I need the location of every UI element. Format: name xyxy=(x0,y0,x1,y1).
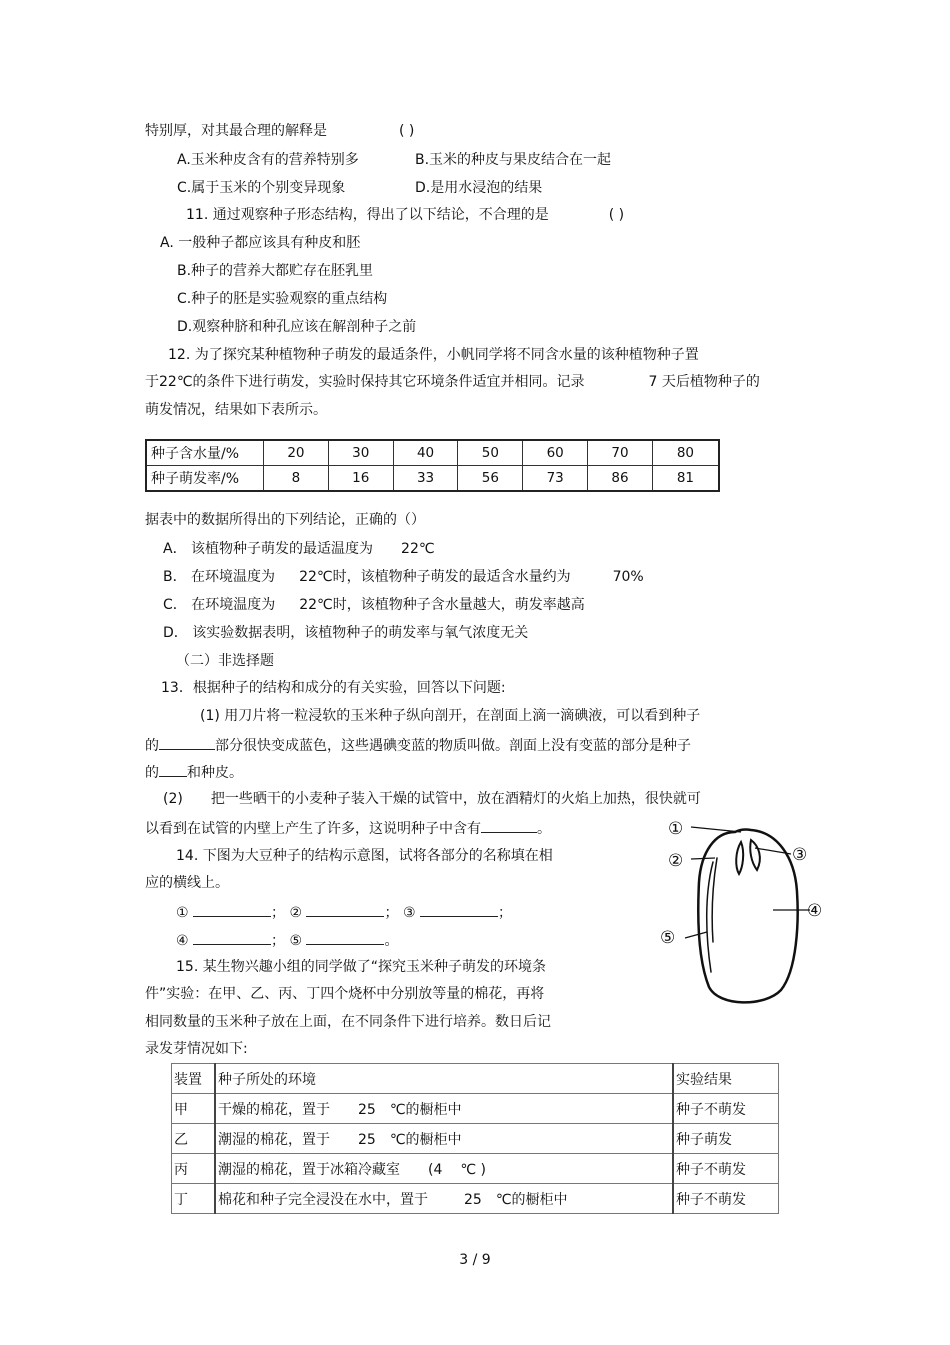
answer-blank[interactable] xyxy=(159,735,215,750)
experiment-table xyxy=(171,1063,779,1214)
table-header: 种子所处的环境 xyxy=(215,1064,673,1094)
table-cell: 16 xyxy=(328,466,393,492)
table-row xyxy=(146,440,719,466)
seed-label-5: ⑤ xyxy=(660,928,676,948)
table-row xyxy=(172,1154,779,1184)
q11-option-c: C.种子的胚是实验观察的重点结构 xyxy=(177,291,388,307)
seed-outline xyxy=(698,830,797,1003)
table-cell: 潮湿的棉花，置于 25 ℃的橱柜中 xyxy=(215,1124,673,1154)
table-cell: 81 xyxy=(652,466,719,492)
seed-label-1: ① xyxy=(668,819,684,839)
plumule-left xyxy=(736,842,743,874)
table-cell: 50 xyxy=(458,440,523,466)
q14-answers-row1: ① ； ② ； ③ ； xyxy=(176,902,512,922)
table-cell: 56 xyxy=(458,466,523,492)
table-cell: 潮湿的棉花，置于冰箱冷藏室 (4 ℃ ) xyxy=(215,1154,673,1184)
plumule-right xyxy=(750,840,760,870)
table-row xyxy=(172,1184,779,1214)
q12-line2: 于22℃的条件下进行萌发，实验时保持其它环境条件适宜并相同。记录 7 天后植物种子的 xyxy=(145,374,760,390)
table-row xyxy=(146,466,719,492)
q13-part1-line1: (1) 用刀片将一粒浸软的玉米种子纵向剖开，在剖面上滴一滴碘液，可以看到种子 xyxy=(200,708,701,724)
table-cell: 种子不萌发 xyxy=(673,1184,779,1214)
q10-stem: 特别厚，对其最合理的解释是 ( ) xyxy=(145,123,415,139)
q15-line4: 录发芽情况如下: xyxy=(145,1041,248,1057)
q13-part1-line2: 的 部分很快变成蓝色，这些遇碘变蓝的物质叫做。剖面上没有变蓝的部分是种子 xyxy=(145,735,691,755)
q12-option-a: A． 该植物种子萌发的最适温度为 22℃ xyxy=(163,541,435,557)
soybean-seed-diagram xyxy=(655,812,835,1012)
q14-line1: 14. 下图为大豆种子的结构示意图，试将各部分的名称填在相 xyxy=(176,848,553,864)
table-cell: 73 xyxy=(523,466,588,492)
table-header: 装置 xyxy=(172,1064,216,1094)
table-cell: 种子萌发 xyxy=(673,1124,779,1154)
answer-blank[interactable] xyxy=(481,818,537,833)
table-cell: 种子不萌发 xyxy=(673,1094,779,1124)
q12-option-c: C． 在环境温度为 22℃时，该植物种子含水量越大，萌发率越高 xyxy=(163,597,585,613)
q10-option-c: C.属于玉米的个别变异现象 xyxy=(177,180,346,196)
q11-option-d: D.观察种脐和种孔应该在解剖种子之前 xyxy=(177,319,417,335)
table-cell: 40 xyxy=(393,440,458,466)
table-cell: 30 xyxy=(328,440,393,466)
q10-option-a: A.玉米种皮含有的营养特别多 xyxy=(177,152,359,168)
q10-option-d: D.是用水浸泡的结果 xyxy=(415,180,543,196)
q15-line2: 件”实验：在甲、乙、丙、丁四个烧杯中分别放等量的棉花，再将 xyxy=(145,986,545,1002)
q11-option-b: B.种子的营养大都贮存在胚乳里 xyxy=(177,263,374,279)
q13-part2-line1: (2) 把一些晒干的小麦种子装入干燥的试管中，放在酒精灯的火焰上加热，很快就可 xyxy=(163,791,701,807)
table-cell: 60 xyxy=(523,440,588,466)
q15-line1: 15. 某生物兴趣小组的同学做了“探究玉米种子萌发的环境条 xyxy=(176,959,546,975)
q12-line3: 萌发情况，结果如下表所示。 xyxy=(145,402,327,418)
table-cell: 棉花和种子完全浸没在水中，置于 25 ℃的橱柜中 xyxy=(215,1184,673,1214)
table-cell: 80 xyxy=(652,440,719,466)
answer-blank[interactable] xyxy=(193,902,271,917)
germination-table xyxy=(145,439,720,492)
table-cell: 甲 xyxy=(172,1094,216,1124)
q15-line3: 相同数量的玉米种子放在上面，在不同条件下进行培养。数日后记 xyxy=(145,1014,551,1030)
table-header: 种子萌发率/% xyxy=(146,466,264,492)
table-row xyxy=(172,1064,779,1094)
table-row xyxy=(172,1124,779,1154)
section-heading: （二）非选择题 xyxy=(176,653,274,669)
q12-prompt: 据表中的数据所得出的下列结论，正确的（） xyxy=(145,512,425,528)
q13-part1-line3: 的 和种皮。 xyxy=(145,762,243,782)
q14-answers-row2: ④ ； ⑤ 。 xyxy=(176,930,398,950)
answer-blank[interactable] xyxy=(159,762,187,777)
q14-line2: 应的横线上。 xyxy=(145,875,229,891)
table-cell: 乙 xyxy=(172,1124,216,1154)
q12-option-b: B． 在环境温度为 22℃时，该植物种子萌发的最适含水量约为 70% xyxy=(163,569,644,585)
table-cell: 丙 xyxy=(172,1154,216,1184)
q12-line1: 12. 为了探究某种植物种子萌发的最适条件，小帆同学将不同含水量的该种植物种子置 xyxy=(168,347,699,363)
table-cell: 70 xyxy=(588,440,653,466)
table-cell: 20 xyxy=(264,440,329,466)
table-cell: 33 xyxy=(393,466,458,492)
q11-stem: 11. 通过观察种子形态结构，得出了以下结论，不合理的是 ( ) xyxy=(186,207,625,223)
seed-label-4: ④ xyxy=(807,901,823,921)
table-header: 实验结果 xyxy=(673,1064,779,1094)
q11-option-a: A. 一般种子都应该具有种皮和胚 xyxy=(160,235,361,251)
q12-option-d: D． 该实验数据表明，该植物种子的萌发率与氧气浓度无关 xyxy=(163,625,529,641)
seed-label-3: ③ xyxy=(792,845,808,865)
answer-blank[interactable] xyxy=(306,902,384,917)
table-row xyxy=(172,1094,779,1124)
table-cell: 丁 xyxy=(172,1184,216,1214)
page-number: 3 / 9 xyxy=(459,1252,491,1268)
table-header: 种子含水量/% xyxy=(146,440,264,466)
answer-blank[interactable] xyxy=(306,930,384,945)
table-cell: 8 xyxy=(264,466,329,492)
answer-blank[interactable] xyxy=(193,930,271,945)
q10-option-b: B.玉米的种皮与果皮结合在一起 xyxy=(415,152,612,168)
answer-blank[interactable] xyxy=(420,902,498,917)
table-cell: 86 xyxy=(588,466,653,492)
radicle xyxy=(712,858,717,942)
q13-part2-line2: 以看到在试管的内壁上产生了许多，这说明种子中含有 。 xyxy=(145,818,551,838)
table-cell: 干燥的棉花，置于 25 ℃的橱柜中 xyxy=(215,1094,673,1124)
table-cell: 种子不萌发 xyxy=(673,1154,779,1184)
q13-stem: 13．根据种子的结构和成分的有关实验，回答以下问题: xyxy=(161,680,506,696)
seed-label-2: ② xyxy=(668,851,684,871)
